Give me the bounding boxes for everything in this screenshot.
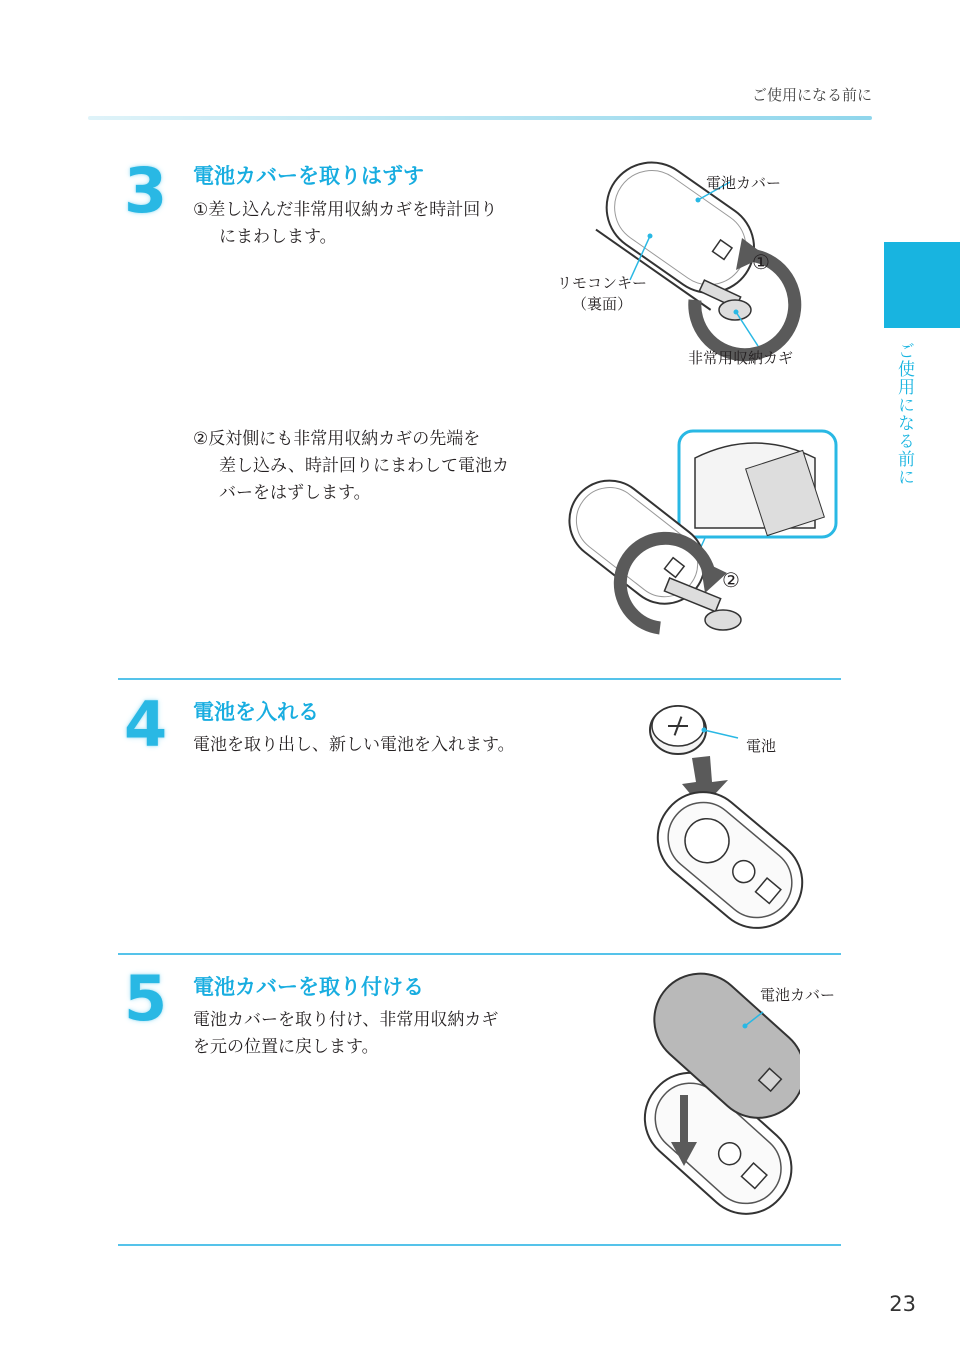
sub1-marker: ① <box>193 200 209 220</box>
battery-insert-illustration <box>640 700 815 935</box>
running-header: ご使用になる前に <box>751 86 872 104</box>
rotation-mark-2: ② <box>722 568 740 592</box>
step-5-line1: 電池カバーを取り付け、非常用収納カギ <box>193 1010 499 1030</box>
sub2-line3: バーをはずします。 <box>219 483 371 503</box>
cover-label-1: 電池カバー <box>706 174 782 192</box>
page-number: 23 <box>889 1292 916 1316</box>
step-5-title: 電池カバーを取り付ける <box>193 975 424 999</box>
step-4-text: 電池を取り出し、新しい電池を入れます。 <box>193 735 515 755</box>
remote-key-illustration-2 <box>555 428 840 648</box>
cover-attach-illustration <box>625 970 800 1225</box>
step-5-text <box>193 1007 498 1061</box>
battery-label: 電池 <box>746 737 777 755</box>
cover-label-2: 電池カバー <box>760 986 836 1004</box>
section-divider-3 <box>118 1244 841 1246</box>
step-4-number: 4 <box>124 688 168 761</box>
rotation-mark-1: ① <box>752 250 770 274</box>
step-3-number: 3 <box>124 154 168 227</box>
sub2-line2: 差し込み、時計回りにまわして電池カ <box>219 456 510 476</box>
step-5-number: 5 <box>124 962 168 1035</box>
sub1-line2: にまわします。 <box>219 227 337 247</box>
step-3-title: 電池カバーを取りはずす <box>193 164 424 188</box>
sub1-line1: 差し込んだ非常用収納カギを時計回り <box>208 200 498 220</box>
step-3-sub1 <box>193 197 497 251</box>
sub2-line1: 反対側にも非常用収納カギの先端を <box>208 429 481 449</box>
section-divider-2 <box>118 953 841 955</box>
step-5-line2: を元の位置に戻します。 <box>193 1037 379 1057</box>
key-label: 非常用収納カギ <box>688 349 794 367</box>
section-tab <box>884 242 960 328</box>
section-tab-label: ご使用になる前に <box>894 342 914 486</box>
remote-label-line1: リモコンキー <box>557 274 648 292</box>
header-divider <box>88 116 872 120</box>
sub2-marker: ② <box>193 429 209 449</box>
remote-label-line2: （裏面） <box>572 295 633 313</box>
section-divider-1 <box>118 678 841 680</box>
step-3-sub2 <box>193 426 509 507</box>
step-4-title: 電池を入れる <box>193 700 319 724</box>
